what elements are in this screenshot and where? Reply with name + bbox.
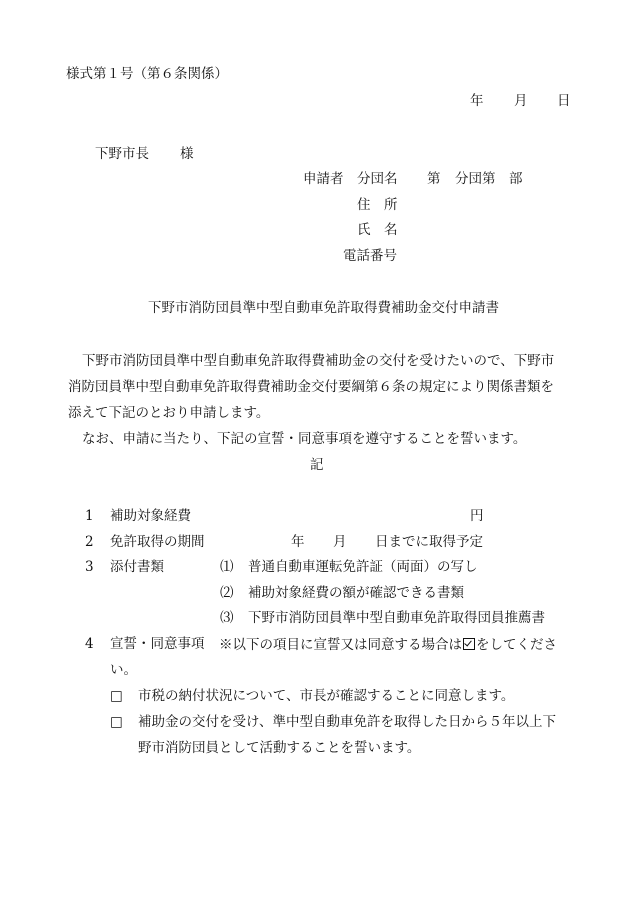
unit-section: 部 <box>509 171 523 187</box>
doc3-number: ⑶ <box>220 610 234 626</box>
body-line-4: なお、申請に当たり、下記の宣誓・同意事項を遵守することを誓います。 <box>82 431 527 447</box>
item1-number: 1 <box>85 508 94 524</box>
unit-label: 分団名 <box>357 171 398 187</box>
consent-checkbox-2[interactable]: □ <box>110 714 123 730</box>
item3-number: 3 <box>85 559 94 575</box>
item4-note <box>219 638 557 653</box>
addressee-honorific: 様 <box>180 146 194 162</box>
consent-text-2a: 補助金の交付を受け、準中型自動車免許を取得した日から５年以上下 <box>138 714 556 730</box>
addressee-name: 下野市長 <box>95 146 149 162</box>
item4-note-c: い。 <box>110 662 137 678</box>
item2-suffix: 日までに取得予定 <box>375 534 483 550</box>
unit-suffix: 分団第 <box>455 171 496 187</box>
item1-unit: 円 <box>470 508 484 524</box>
item4-label: 宣誓・同意事項 <box>110 636 205 652</box>
date-month: 月 <box>514 93 528 109</box>
item2-year: 年 <box>291 534 305 550</box>
doc2-number: ⑵ <box>220 585 234 601</box>
body-line-3: 添えて下記のとおり申請します。 <box>68 405 270 421</box>
doc1-number: ⑴ <box>220 559 234 575</box>
applicant-label: 申請者 <box>303 171 344 187</box>
unit-no: 第 <box>427 171 441 187</box>
doc3-text: 下野市消防団員準中型自動車免許取得団員推薦書 <box>248 610 545 626</box>
item4-note-a: ※以下の項目に宣誓又は同意する場合は <box>219 637 462 653</box>
item3-label: 添付書類 <box>110 559 164 575</box>
item2-label: 免許取得の期間 <box>110 534 205 550</box>
date-year: 年 <box>470 93 484 109</box>
doc1-text: 普通自動車運転免許証（両面）の写し <box>248 559 478 575</box>
body-text <box>68 348 568 452</box>
ki-heading: 記 <box>310 457 324 473</box>
form-number: 様式第１号（第６条関係） <box>66 66 228 82</box>
address-label: 住 所 <box>357 197 398 213</box>
body-line-2: 消防団員準中型自動車免許取得費補助金交付要綱第６条の規定により関係書類を <box>68 379 554 395</box>
consent-checkbox-1[interactable]: □ <box>110 688 123 704</box>
item4-number: 4 <box>85 636 94 652</box>
doc2-text: 補助対象経費の額が確認できる書類 <box>248 585 464 601</box>
item2-month: 月 <box>333 534 347 550</box>
item1-label: 補助対象経費 <box>110 508 191 524</box>
body-line-1: 下野市消防団員準中型自動車免許取得費補助金の交付を受けたいので、下野市 <box>82 353 555 369</box>
date-day: 日 <box>557 93 571 109</box>
name-label: 氏 名 <box>357 222 398 238</box>
document-title: 下野市消防団員準中型自動車免許取得費補助金交付申請書 <box>148 300 499 316</box>
consent-text-2b: 野市消防団員として活動することを誓います。 <box>138 740 421 756</box>
consent-text-1: 市税の納付状況について、市長が確認することに同意します。 <box>138 688 515 704</box>
phone-label: 電話番号 <box>343 248 397 264</box>
item2-number: 2 <box>85 534 94 550</box>
checkmark-box-icon <box>463 638 475 650</box>
item4-note-b: をしてくださ <box>476 637 557 653</box>
